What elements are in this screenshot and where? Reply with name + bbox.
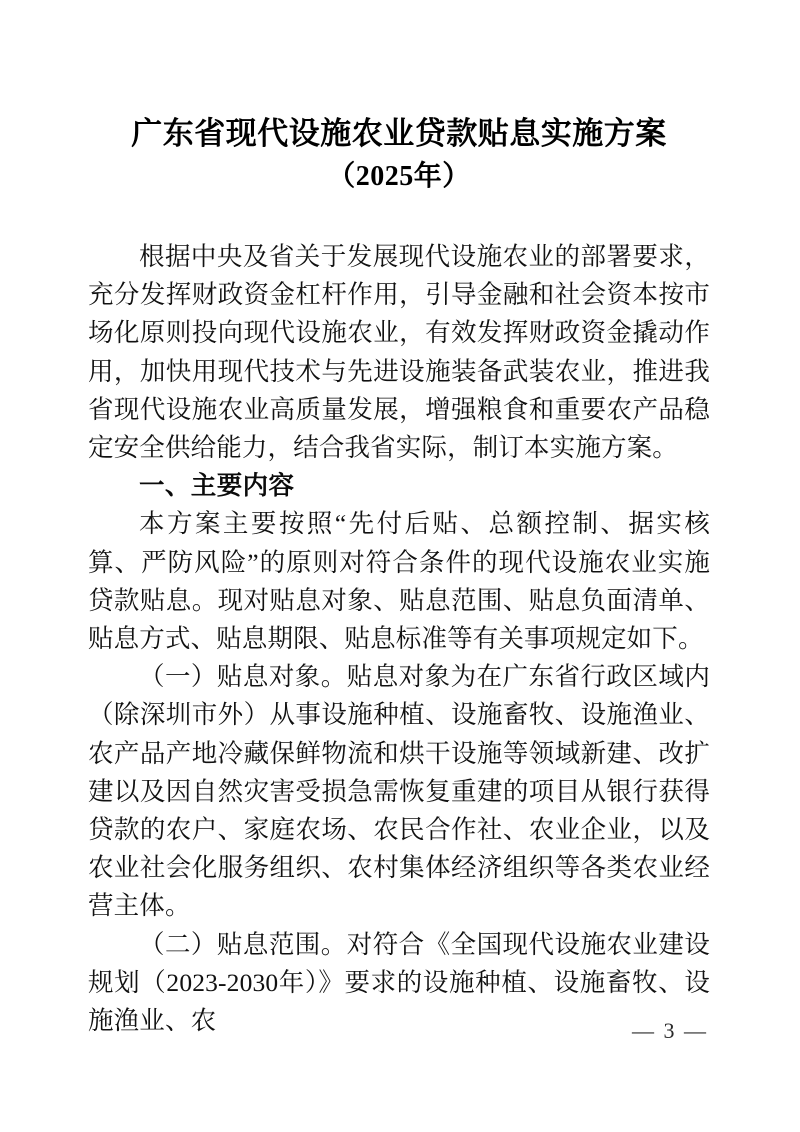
paragraph-principles: 本方案主要按照“先付后贴、总额控制、据实核算、严防风险”的原则对符合条件的现代设施农业实施贷款贴息。现对贴息对象、贴息范围、贴息负面清单、贴息方式、贴息期限、贴息标准等有关事项规定如下。: [88, 509, 710, 654]
document-body: [88, 238, 710, 1040]
paragraph-subsidy-recipients: （一）贴息对象。贴息对象为在广东省行政区域内（除深圳市外）从事设施种植、设施畜牧、设施渔业、农产品产地冷藏保鲜物流和烘干设施等领域新建、改扩建以及因自然灾害受损急需恢复重建的项目从银行获得贷款的农户、家庭农场、农民合作社、农业企业，以及农业社会化服务组织、农村集体经济组织等各类农业经营主体。: [88, 662, 710, 921]
document-title-block: [88, 0, 710, 198]
page-content: [88, 0, 710, 1040]
page-footer: [0, 1018, 800, 1044]
page-title: 广东省现代设施农业贷款贴息实施方案: [131, 116, 667, 151]
paragraph-subsidy-scope: （二）贴息范围。对符合《全国现代设施农业建设规划（2023-2030年）》要求的设施种植、设施畜牧、设施渔业、农: [88, 929, 710, 1036]
document-subtitle: （2025年）: [327, 161, 471, 192]
section-heading-main-content: 一、主要内容: [139, 472, 295, 501]
paragraph-intro: 根据中央及省关于发展现代设施农业的部署要求，充分发挥财政资金杠杆作用，引导金融和社会资本按市场化原则投向现代设施农业，有效发挥财政资金撬动作用，加快用现代技术与先进设施装备武装农业，推进我省现代设施农业高质量发展，增强粮食和重要农产品稳定安全供给能力，结合我省实际，制订本实施方案。: [88, 242, 710, 463]
page-number: — 3 —: [632, 1018, 708, 1043]
